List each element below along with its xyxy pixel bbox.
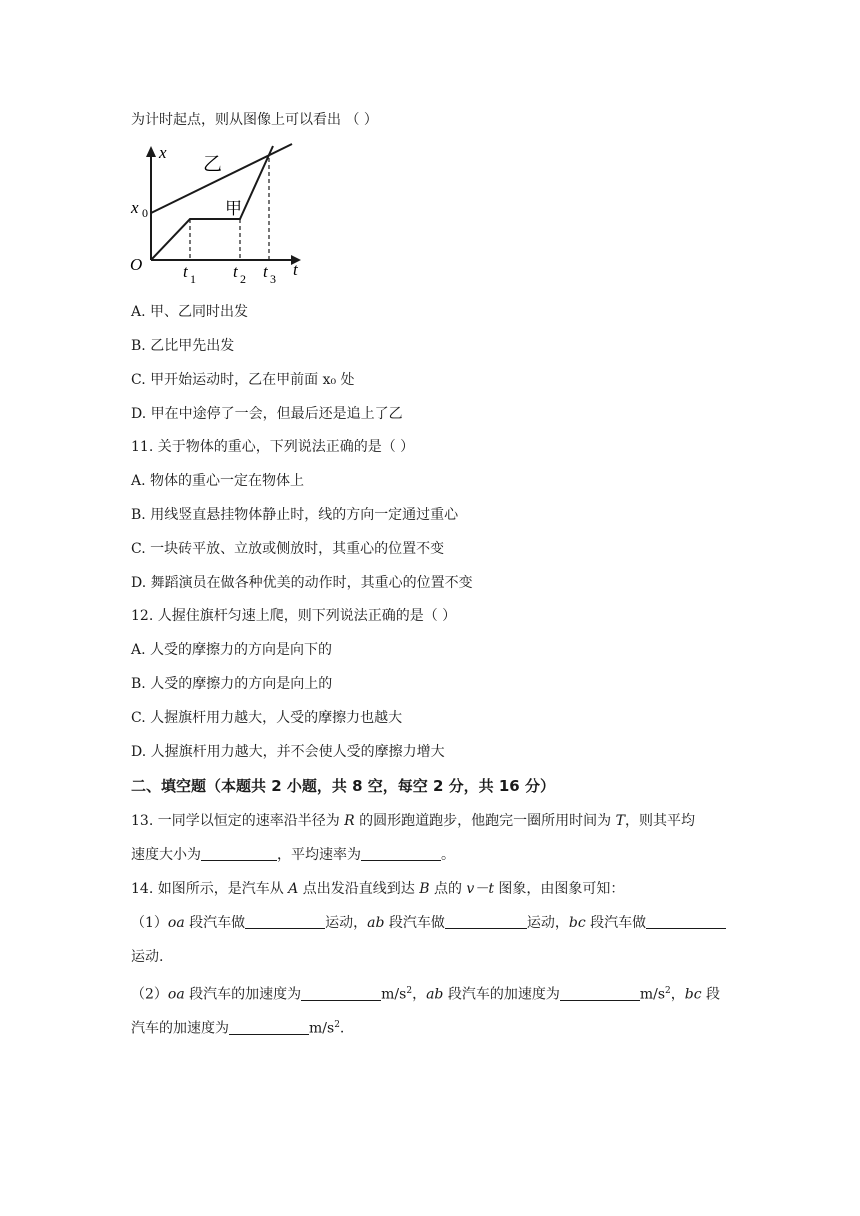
q14-blank-6[interactable] (229, 1020, 309, 1035)
q11-option-b: B. 用线竖直悬挂物体静止时，线的方向一定通过重心 (131, 507, 459, 523)
q14-text: 汽车的加速度为 (131, 1020, 229, 1037)
q13-text: 的圆形跑道跑步，他跑完一圈所用时间为 (354, 813, 616, 829)
q10-option-a: A. 甲、乙同时出发 (131, 304, 249, 320)
q12-option-d: D. 人握旗杆用力越大，并不会使人受的摩擦力增大 (131, 744, 445, 760)
q14-unit: m/s (309, 1020, 335, 1037)
q12-stem: 12. 人握住旗杆匀速上爬，则下列说法正确的是（ ） (131, 608, 457, 624)
yi-label: 乙 (203, 153, 223, 175)
q14-point-b: B (419, 881, 430, 897)
q14-unit-sup: 2 (665, 986, 671, 996)
xt-graph (127, 140, 317, 290)
q13-text: 。 (441, 847, 455, 863)
section2-heading: 二、填空题（本题共 2 小题，共 8 空，每空 2 分，共 16 分） (131, 777, 555, 795)
x0-label: x (131, 198, 139, 217)
x-axis-arrow (146, 146, 156, 157)
q14-part2-num: （2） (131, 986, 168, 1003)
q13-blank-2[interactable] (361, 846, 441, 861)
q13-text: 速度大小为 (131, 847, 201, 863)
q14-unit-sup: 2 (406, 986, 413, 996)
q14-text: ， (670, 986, 685, 1003)
q13-text: ，则其平均 (624, 813, 695, 829)
q10-option-c: C. 甲开始运动时，乙在甲前面 x₀ 处 (131, 372, 355, 388)
q11-option-d: D. 舞蹈演员在做各种优美的动作时，其重心的位置不变 (131, 575, 473, 591)
q14-text: 图象，由图象可知： (493, 881, 625, 897)
q13-line1 (131, 811, 695, 831)
t2-label: t (233, 262, 238, 281)
q13-text: 13. 一同学以恒定的速率沿半径为 (131, 813, 345, 829)
q13-text: ，平均速率为 (277, 847, 361, 863)
t3-label: t (263, 262, 268, 281)
q14-bc: bc (568, 915, 586, 931)
q10-answer-paren: （ ） (345, 112, 378, 128)
q14-text: 段汽车做 (384, 915, 445, 931)
q14-text: . (339, 1020, 345, 1037)
x0-sub: 0 (142, 206, 148, 220)
q14-blank-1[interactable] (245, 914, 325, 929)
q10-stem-tail (131, 110, 378, 130)
q14-oa: oa (167, 986, 185, 1003)
q14-unit-sup: 2 (334, 1020, 340, 1030)
q14-text: 运动， (325, 915, 368, 931)
q10-stem-text: 为计时起点，则从图像上可以看出 (131, 112, 341, 128)
q14-part1-line2: 运动. (131, 949, 164, 965)
q14-unit: m/s (639, 986, 666, 1003)
q14-part2-line1 (131, 981, 720, 1005)
q14-unit: m/s (381, 986, 407, 1003)
q14-text: 段 (701, 986, 721, 1003)
q11-option-a: A. 物体的重心一定在物体上 (131, 473, 305, 489)
q10-option-b: B. 乙比甲先出发 (131, 338, 235, 354)
q10-option-d: D. 甲在中途停了一会，但最后还是追上了乙 (131, 406, 403, 422)
q14-blank-2[interactable] (445, 914, 527, 929)
q14-part2-line2 (131, 1015, 344, 1039)
q14-text: 段汽车做 (184, 915, 246, 931)
jia-label: 甲 (225, 199, 242, 219)
q14-text: 段汽车的加速度为 (184, 986, 302, 1003)
q14-bc: bc (684, 986, 702, 1003)
q14-point-a: A (288, 881, 299, 897)
q14-text: ， (412, 986, 427, 1003)
q14-text: 段汽车的加速度为 (443, 986, 560, 1003)
q14-text: 运动， (526, 915, 569, 931)
q13-var-t: T (615, 813, 625, 829)
t3-sub: 3 (270, 272, 276, 286)
q14-oa: oa (167, 915, 185, 931)
q14-blank-4[interactable] (301, 986, 381, 1001)
q13-var-r: R (344, 813, 355, 829)
q14-ab: ab (367, 915, 385, 931)
t1-label: t (183, 262, 188, 281)
origin-label: O (130, 255, 143, 274)
q11-option-c: C. 一块砖平放、立放或侧放时，其重心的位置不变 (131, 541, 445, 557)
q14-text: 点出发沿直线到达 (298, 881, 420, 897)
q14-text: 点的 (429, 881, 467, 897)
q14-stem (131, 879, 624, 899)
t-axis-label: t (293, 260, 298, 279)
q14-vt: v－t (466, 881, 494, 897)
t2-sub: 2 (240, 272, 246, 286)
q12-option-b: B. 人受的摩擦力的方向是向上的 (131, 676, 333, 692)
q14-text: 14. 如图所示，是汽车从 (131, 881, 289, 897)
t1-sub: 1 (190, 272, 196, 286)
q11-stem: 11. 关于物体的重心，下列说法正确的是（ ） (131, 439, 415, 455)
q14-ab: ab (426, 986, 444, 1003)
q14-blank-3[interactable] (646, 914, 726, 929)
q14-part1-line1 (131, 913, 726, 933)
q14-blank-5[interactable] (560, 986, 640, 1001)
q13-blank-1[interactable] (201, 846, 277, 861)
q12-option-c: C. 人握旗杆用力越大，人受的摩擦力也越大 (131, 710, 403, 726)
q13-line2 (131, 845, 455, 865)
x-axis-label: x (159, 143, 167, 162)
q14-part1-num: （1） (131, 915, 168, 931)
q14-text: 段汽车做 (585, 915, 647, 931)
q12-option-a: A. 人受的摩擦力的方向是向下的 (131, 642, 333, 658)
